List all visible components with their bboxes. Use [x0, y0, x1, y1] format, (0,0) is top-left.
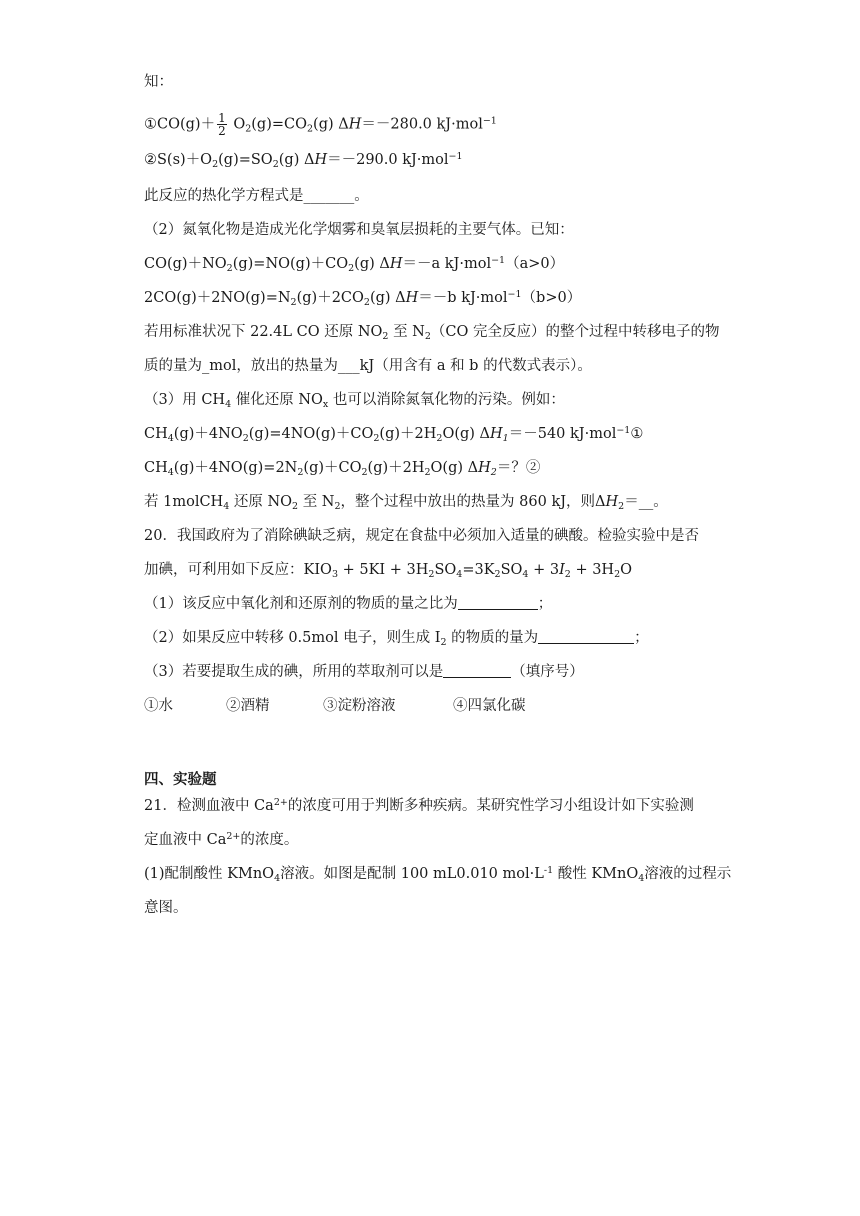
text-line: 若 1molCH$_4$ 还原 $NO_2$ 至 $N_2$，整个过程中放出的热量为 860 kJ，则$\Delta H_2=\_\_$。	[144, 494, 668, 512]
fraction-one-half: $\frac{1}{2}$	[218, 111, 226, 138]
option-2: ②酒精	[226, 698, 270, 714]
text-line	[144, 72, 173, 92]
text-line: 意图。	[144, 900, 188, 916]
question-21: 21．检测血液中 $Ca^{2+}$的浓度可用于判断多种疾病。某研究性学习小组设计如下实验测	[144, 797, 694, 814]
answer-blank[interactable]	[458, 595, 538, 610]
text-line: 定血液中 $Ca^{2+}$的浓度。	[144, 831, 299, 848]
answer-blank[interactable]	[443, 663, 511, 678]
question-20-2: （2）如果反应中转移 0.5mol 电子，则生成 $I_2$ 的物质的量为 ；	[144, 630, 649, 648]
equation-7: 加碘，可利用如下反应：$KIO_3 + 5KI + 3H_2SO_4=3K_2SO_4 + 3I_2 + 3H_2O$	[144, 562, 633, 580]
options-row	[144, 696, 526, 716]
equation-5: $CH_4(g)+4NO_2(g)=4NO(g)+CO_2(g)+2H_2O(g)$ $\Delta H_1=-540$ kJ·mol$^{-1}$①	[144, 425, 644, 444]
equation-3: $CO(g)+NO_2(g)=NO(g)+CO_2(g)$ ΔH＝－a kJ·mol$^{-1}$（a>0）	[144, 255, 565, 274]
equation-6: $CH_4(g)+4NO(g)=2N_2(g)+CO_2(g)+2H_2O(g)$ $\Delta H_2=$？②	[144, 460, 541, 478]
equation-2: $②S(s)+O_2(g)=SO_2(g)$ ΔH＝－290.0 kJ·mol$^{-1}$	[144, 151, 463, 170]
question-20-3: （3）若要提取生成的碘，所用的萃取剂可以是 （填序号）	[144, 664, 584, 680]
equation-4: $2CO(g)+2NO(g)=N_2(g)+2CO_2(g)$ ΔH＝－b kJ·mol$^{-1}$（b>0）	[144, 289, 582, 308]
text-line: 此反应的热化学方程式是_______。	[144, 188, 369, 204]
question-2-intro: （2）氮氧化物是造成光化学烟雾和臭氧层损耗的主要气体。已知：	[144, 222, 574, 238]
question-20: 20．我国政府为了消除碘缺乏病，规定在食盐中必须加入适量的碘酸。检验实验中是否	[144, 528, 699, 544]
section-heading: 四、实验题	[144, 772, 217, 788]
text-line: 若用标准状况下 22.4L CO 还原 $NO_2$ 至 $N_2(CO$ 完全反应）的整个过程中转移电子的物	[144, 324, 720, 342]
answer-blank[interactable]	[538, 629, 634, 644]
text: ①CO(g)＋	[144, 116, 216, 133]
question-21-1: (1)配制酸性 KMnO$_4$溶液。如图是配制 100 mL0.010 $mol\cdot L^{-1}$ 酸性 KMnO$_4$溶液的过程示	[144, 865, 732, 884]
option-3: ③淀粉溶液	[323, 698, 396, 714]
equation-1: ①CO(g)＋ $\frac{1}{2}$ $O_2(g)=CO_2(g)$ ΔH＝－280.0 kJ·mol$^{-1}$	[144, 111, 497, 138]
text: 知：	[144, 74, 173, 90]
question-20-1: （1）该反应中氧化剂和还原剂的物质的量之比为 ；	[144, 596, 553, 612]
option-1: ①水	[144, 698, 173, 714]
text-line: 质的量为_mol，放出的热量为___kJ（用含有 a 和 b 的代数式表示）。	[144, 358, 592, 374]
option-4: ④四氯化碳	[453, 698, 526, 714]
question-3-intro: （3）用 $CH_4$ 催化还原 $NO_x$ 也可以消除氮氧化物的污染。例如：	[144, 392, 565, 410]
